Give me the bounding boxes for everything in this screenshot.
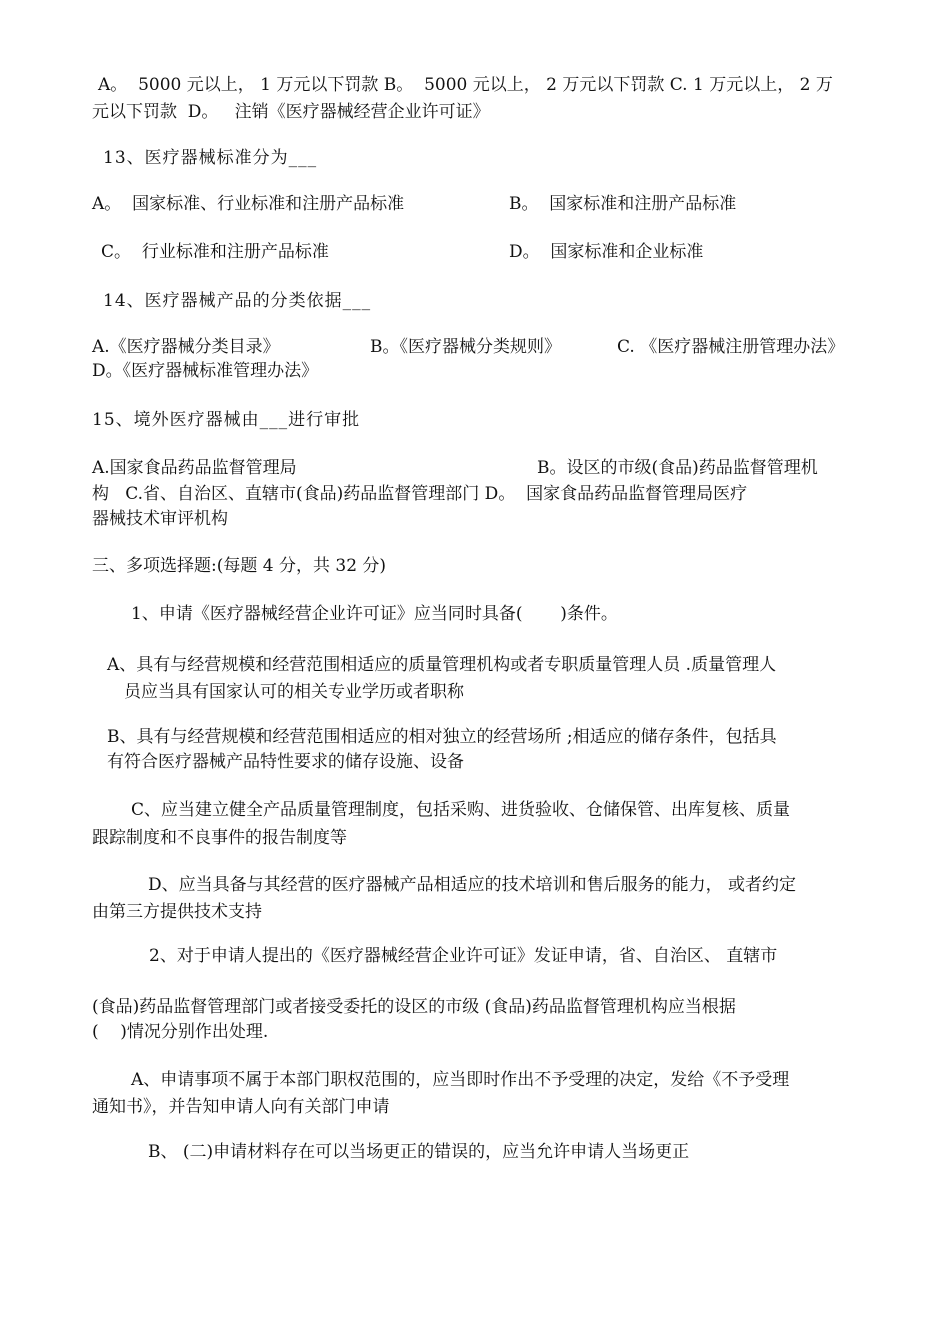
mc1-option-d-line-1: D、应当具备与其经营的医疗器械产品相适应的技术培训和售后服务的能力， 或者约定: [148, 875, 797, 895]
q13-option-b: B。 国家标准和注册产品标准: [509, 194, 737, 214]
mc1-option-b-line-1: B、具有与经营规模和经营范围相适应的相对独立的经营场所 ;相适应的储存条件，包括具: [107, 727, 777, 747]
q12-options-line-1: A。 5000 元以上， 1 万元以下罚款 B。 5000 元以上， 2 万元以下罚款 C. 1 万元以上， 2 万: [98, 75, 833, 95]
q14-option-b: B。《医疗器械分类规则》: [370, 337, 561, 357]
question-13: 13、医疗器械标准分为___: [103, 148, 318, 168]
q14-option-d: D。《医疗器械标准管理办法》: [92, 361, 319, 381]
q14-option-c: C. 《医疗器械注册管理办法》: [617, 337, 845, 357]
q13-option-c: C。 行业标准和注册产品标准: [101, 242, 329, 262]
mc2-option-b: B、 (二)申请材料存在可以当场更正的错误的，应当允许申请人当场更正: [148, 1142, 690, 1162]
section-3-heading: 三、多项选择题:(每题 4 分，共 32 分): [92, 556, 387, 576]
mc-question-2-line-2: (食品)药品监督管理部门或者接受委托的设区的市级 (食品)药品监督管理机构应当根据: [92, 997, 736, 1017]
mc-question-2-line-1: 2、对于申请人提出的《医疗器械经营企业许可证》发证申请，省、自治区、 直辖市: [149, 946, 778, 966]
mc2-option-a-line-1: A、申请事项不属于本部门职权范围的，应当即时作出不予受理的决定，发给《不予受理: [131, 1070, 790, 1090]
mc1-option-a-line-2: 员应当具有国家认可的相关专业学历或者职称: [124, 682, 464, 702]
q13-option-a: A。 国家标准、行业标准和注册产品标准: [92, 194, 405, 214]
question-15: 15、境外医疗器械由___进行审批: [92, 410, 361, 430]
q15-options-line-2: 构 C.省、自治区、直辖市(食品)药品监督管理部门 D。 国家食品药品监督管理局医疗: [92, 484, 748, 504]
mc-question-2-line-3: ( )情况分别作出处理.: [92, 1022, 269, 1042]
mc2-option-a-line-2: 通知书》，并告知申请人向有关部门申请: [92, 1097, 390, 1117]
q12-options-line-2: 元以下罚款 D。 注销《医疗器械经营企业许可证》: [92, 102, 490, 122]
mc1-option-d-line-2: 由第三方提供技术支持: [92, 902, 262, 922]
mc1-option-c-line-2: 跟踪制度和不良事件的报告制度等: [92, 828, 347, 848]
q14-option-a: A.《医疗器械分类目录》: [92, 337, 280, 357]
q15-options-line-3: 器械技术审评机构: [92, 509, 228, 529]
q15-option-b: B。设区的市级(食品)药品监督管理机: [537, 458, 818, 478]
q13-option-d: D。 国家标准和企业标准: [509, 242, 704, 262]
mc1-option-a-line-1: A、具有与经营规模和经营范围相适应的质量管理机构或者专职质量管理人员 .质量管理人: [107, 655, 777, 675]
mc1-option-c-line-1: C、应当建立健全产品质量管理制度，包括采购、进货验收、仓储保管、出库复核、质量: [131, 800, 791, 820]
mc-question-1: 1、申请《医疗器械经营企业许可证》应当同时具备( )条件。: [131, 604, 618, 624]
question-14: 14、医疗器械产品的分类依据___: [103, 291, 372, 311]
mc1-option-b-line-2: 有符合医疗器械产品特性要求的储存设施、设备: [107, 752, 464, 772]
q15-option-a: A.国家食品药品监督管理局: [92, 458, 297, 478]
